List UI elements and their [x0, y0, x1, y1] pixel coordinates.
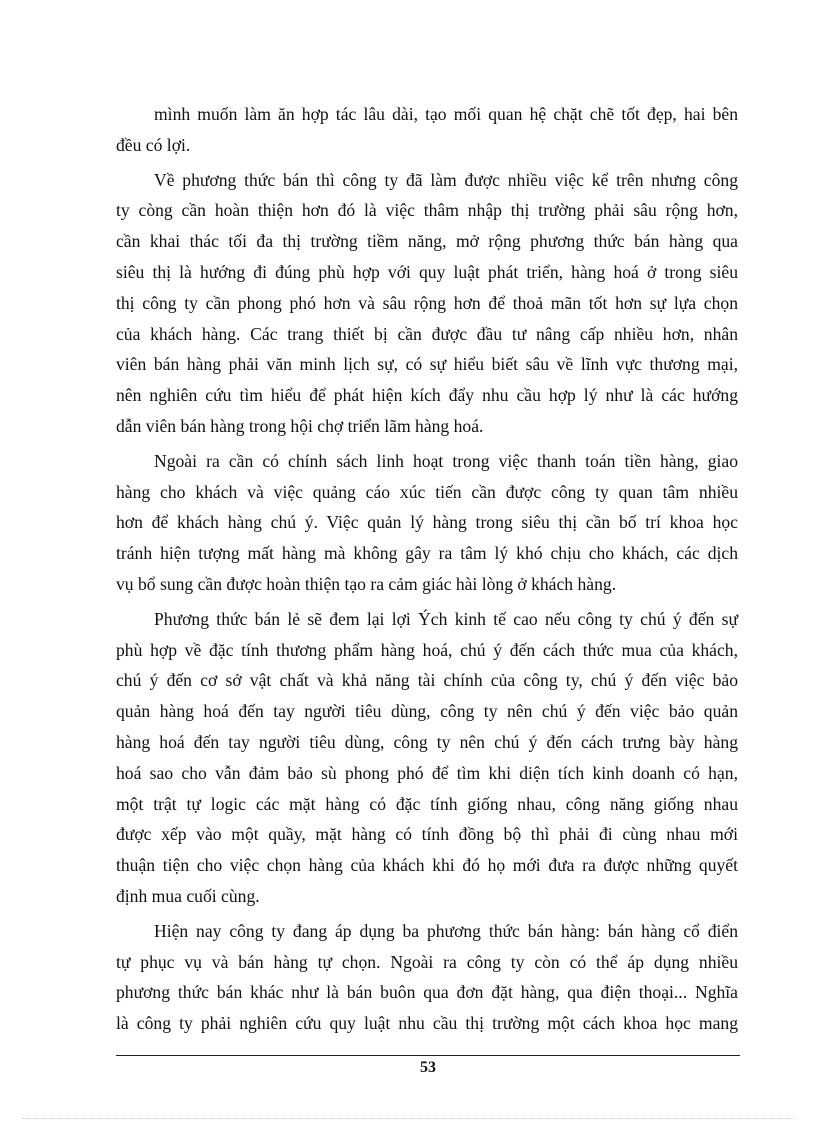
text-line: ty còng cần hoàn thiện hơn đó là việc thâm nhập thị trường phải sâu rộng hơn, — [116, 200, 738, 221]
text-line: hàng cho khách và việc quảng cáo xúc tiến cần được công ty quan tâm nhiều — [116, 481, 738, 502]
text-line: hơn để khách hàng chú ý. Việc quản lý hàng trong siêu thị cần bố trí khoa học — [116, 512, 738, 533]
paragraph — [116, 99, 738, 161]
text-line: được xếp vào một quầy, mặt hàng có tính đồng bộ thì phải đi cùng nhau mới — [116, 824, 738, 845]
text-line: phù hợp về đặc tính thương phẩm hàng hoá, chú ý đến cách thức mua của khách, — [116, 639, 738, 660]
text-line: nên nghiên cứu tìm hiểu để phát hiện kích đẩy nhu cầu hợp lý như là các hướng — [116, 385, 738, 406]
text-line: quản hàng hoá đến tay người tiêu dùng, công ty nên chú ý đến việc bảo quản — [116, 701, 738, 722]
paragraph — [116, 165, 738, 442]
text-line: là công ty phải nghiên cứu quy luật nhu cầu thị trường một cách khoa học mang — [116, 1013, 738, 1034]
text-line: cần khai thác tối đa thị trường tiềm năng, mở rộng phương thức bán hàng qua — [116, 231, 738, 252]
text-line: vụ bổ sung cần được hoàn thiện tạo ra cảm giác hài lòng ở khách hàng. — [116, 573, 617, 594]
text-line: Ngoài ra cần có chính sách linh hoạt trong việc thanh toán tiền hàng, giao — [154, 450, 738, 471]
footer-divider — [116, 1055, 740, 1056]
text-line: viên bán hàng phải văn minh lịch sự, có sự hiểu biết sâu về lĩnh vực thương mại, — [116, 354, 738, 375]
text-line: tránh hiện tượng mất hàng mà không gây ra tâm lý khó chịu cho khách, các dịch — [116, 543, 738, 564]
body-text — [116, 99, 738, 1043]
text-line: chú ý đến cơ sở vật chất và khả năng tài chính của công ty, chú ý đến việc bảo — [116, 670, 738, 691]
text-line: đều có lợi. — [116, 134, 191, 155]
paragraph — [116, 916, 738, 1039]
text-line: tự phục vụ và bán hàng tự chọn. Ngoài ra công ty còn có thể áp dụng nhiều — [116, 951, 738, 972]
paragraph — [116, 604, 738, 912]
text-line: dẫn viên bán hàng trong hội chợ triển lãm hàng hoá. — [116, 415, 484, 436]
text-line: thị công ty cần phong phó hơn và sâu rộng hơn để thoả mãn tốt hơn sự lựa chọn — [116, 292, 738, 313]
text-line: siêu thị là hướng đi đúng phù hợp với quy luật phát triển, hàng hoá ở trong siêu — [116, 261, 738, 282]
text-line: hoá sao cho vẫn đảm bảo sù phong phó để tìm khi diện tích kinh doanh có hạn, — [116, 762, 738, 783]
text-line: Phương thức bán lẻ sẽ đem lại lợi Ých kinh tế cao nếu công ty chú ý đến sự — [154, 608, 738, 629]
paragraph — [116, 446, 738, 600]
text-line: một trật tự logic các mặt hàng có đặc tính giống nhau, công năng giống nhau — [116, 793, 738, 814]
text-line: Hiện nay công ty đang áp dụng ba phương thức bán hàng: bán hàng cổ điển — [154, 920, 738, 941]
text-line: Về phương thức bán thì công ty đã làm được nhiều việc kể trên nhưng công — [154, 169, 738, 190]
text-line: phương thức bán khác như là bán buôn qua đơn đặt hàng, qua điện thoại... Nghĩa — [116, 982, 738, 1003]
text-line: của khách hàng. Các trang thiết bị cần được đầu tư nâng cấp nhiều hơn, nhân — [116, 323, 738, 344]
text-line: mình muốn làm ăn hợp tác lâu dài, tạo mối quan hệ chặt chẽ tốt đẹp, hai bên — [154, 104, 738, 124]
text-line: hàng hoá đến tay người tiêu dùng, công ty nên chú ý đến cách trưng bày hàng — [116, 731, 738, 752]
text-line: thuận tiện cho việc chọn hàng của khách khi đó họ mới đưa ra được những quyết — [116, 855, 738, 876]
text-line: định mua cuối cùng. — [116, 885, 260, 906]
page-edge-line — [22, 1118, 794, 1119]
page-number: 53 — [420, 1059, 436, 1076]
